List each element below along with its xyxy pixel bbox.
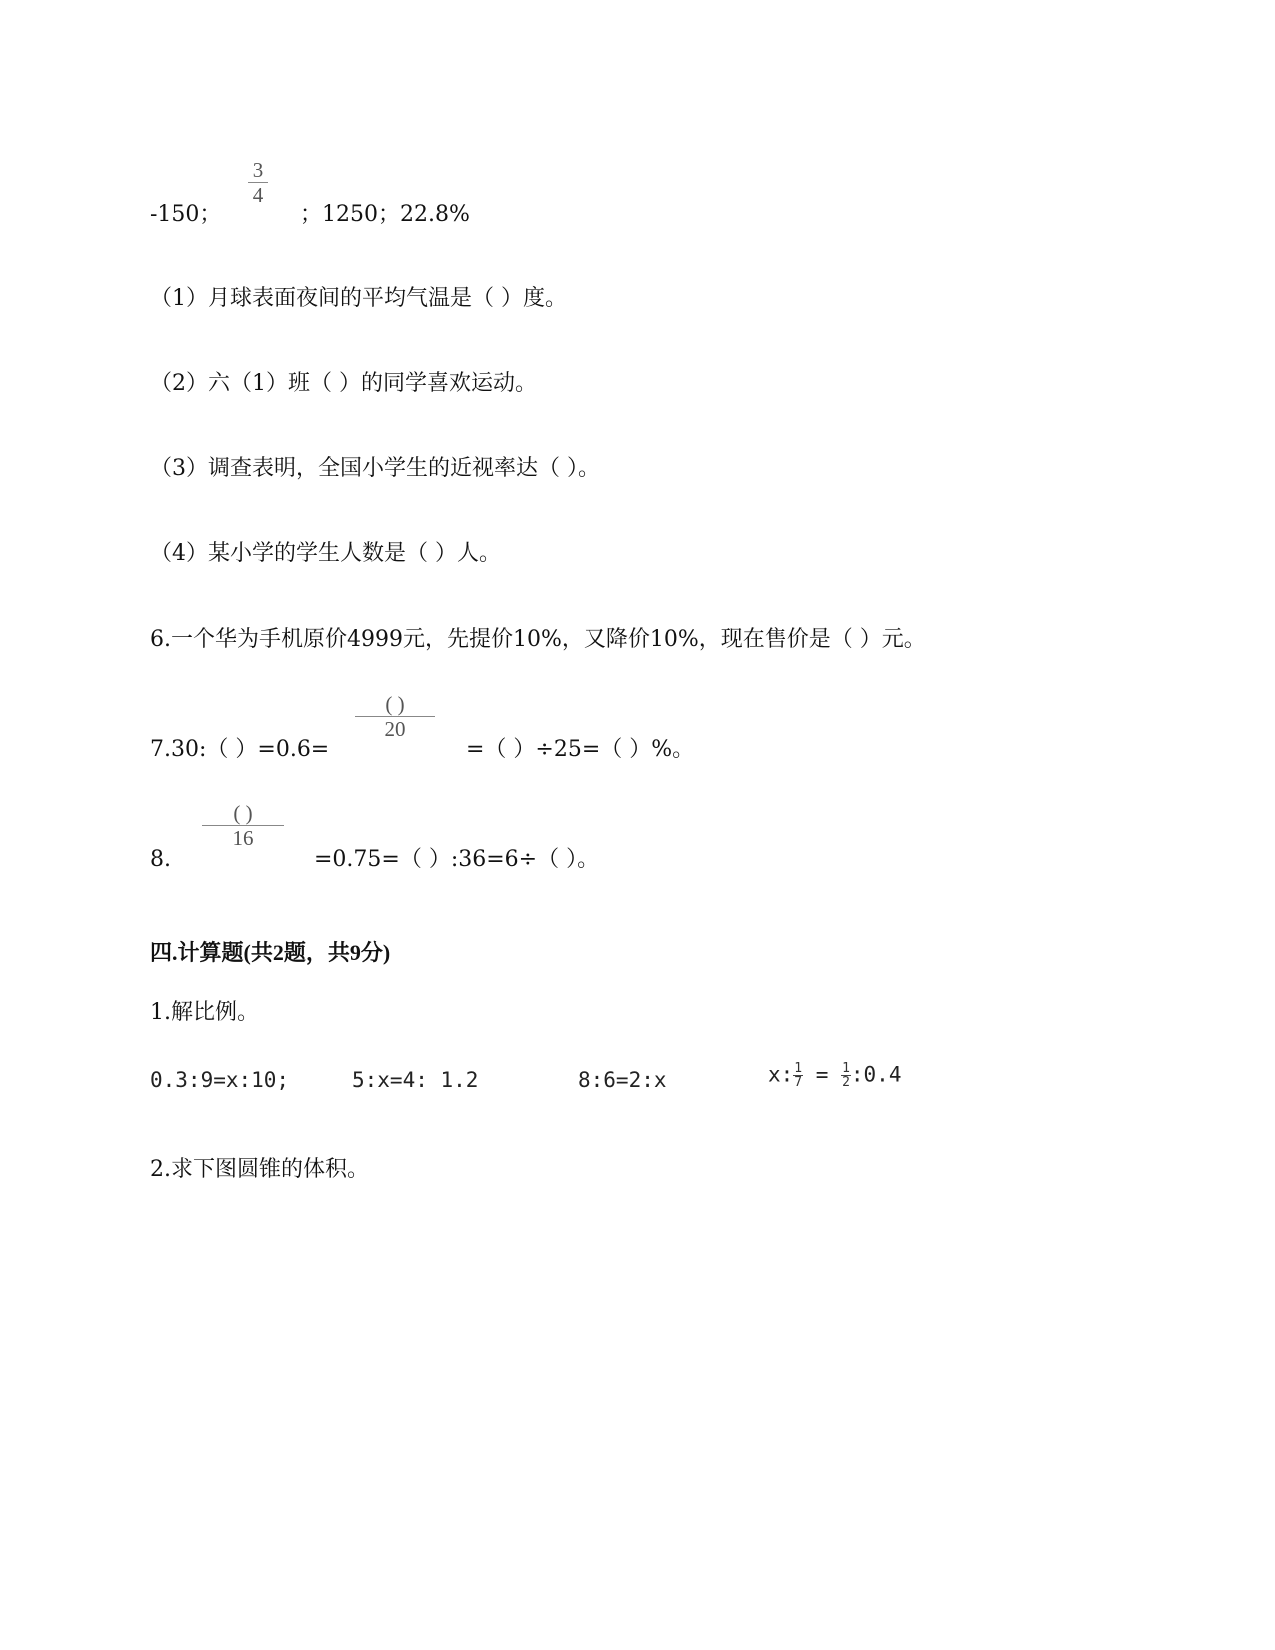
equation-1: 0.3:9=x:10; (150, 1068, 290, 1092)
equals-sign: = (803, 1062, 842, 1087)
equation-4-prefix: x: (768, 1062, 794, 1087)
fraction-numerator: ( ) (385, 692, 405, 716)
fraction-blank-over-20 (355, 692, 435, 741)
small-fraction-one-half (841, 1062, 851, 1089)
question-5-2: （2）六（1）班（ ）的同学喜欢运动。 (150, 371, 537, 396)
question-8-left: 8. (150, 847, 171, 872)
fraction-three-quarters (248, 158, 268, 207)
fraction-denominator: 2 (842, 1075, 850, 1090)
question-5-3: （3）调查表明，全国小学生的近视率达（ ）。 (150, 456, 600, 481)
option-text-2: ；1250；22.8% (300, 202, 470, 227)
section4-question-1: 1.解比例。 (150, 1000, 259, 1025)
small-fraction-one-seventh (793, 1062, 803, 1089)
question-7-left: 7.30:（ ）=0.6= (150, 737, 330, 762)
question-7-right: =（ ）÷25=（ ）%。 (466, 737, 695, 762)
fraction-numerator: 1 (842, 1061, 850, 1076)
fraction-numerator: ( ) (233, 801, 253, 825)
fraction-denominator: 16 (232, 826, 254, 850)
fraction-denominator: 4 (252, 183, 264, 207)
fraction-denominator: 7 (794, 1075, 803, 1090)
equation-2: 5:x=4: 1.2 (352, 1068, 479, 1092)
equation-4-suffix: :0.4 (850, 1062, 902, 1087)
fraction-numerator: 3 (252, 158, 264, 182)
question-5-4: （4）某小学的学生人数是（ ）人。 (150, 541, 501, 566)
option-text-1: -150； (150, 202, 222, 227)
equation-4 (768, 1062, 901, 1089)
section4-question-2: 2.求下图圆锥的体积。 (150, 1157, 369, 1182)
section-heading: 四.计算题(共2题，共9分) (150, 940, 391, 965)
fraction-denominator: 20 (384, 717, 406, 741)
question-8-right: =0.75=（ ）:36=6÷（ ）。 (314, 847, 600, 872)
question-5-1: （1）月球表面夜间的平均气温是（ ）度。 (150, 286, 567, 311)
fraction-blank-over-16 (202, 801, 284, 850)
equation-3: 8:6=2:x (578, 1068, 667, 1092)
question-6: 6.一个华为手机原价4999元，先提价10%，又降价10%，现在售价是（ ）元。 (150, 627, 926, 652)
fraction-numerator: 1 (794, 1061, 803, 1076)
answer-options-line (150, 200, 221, 230)
